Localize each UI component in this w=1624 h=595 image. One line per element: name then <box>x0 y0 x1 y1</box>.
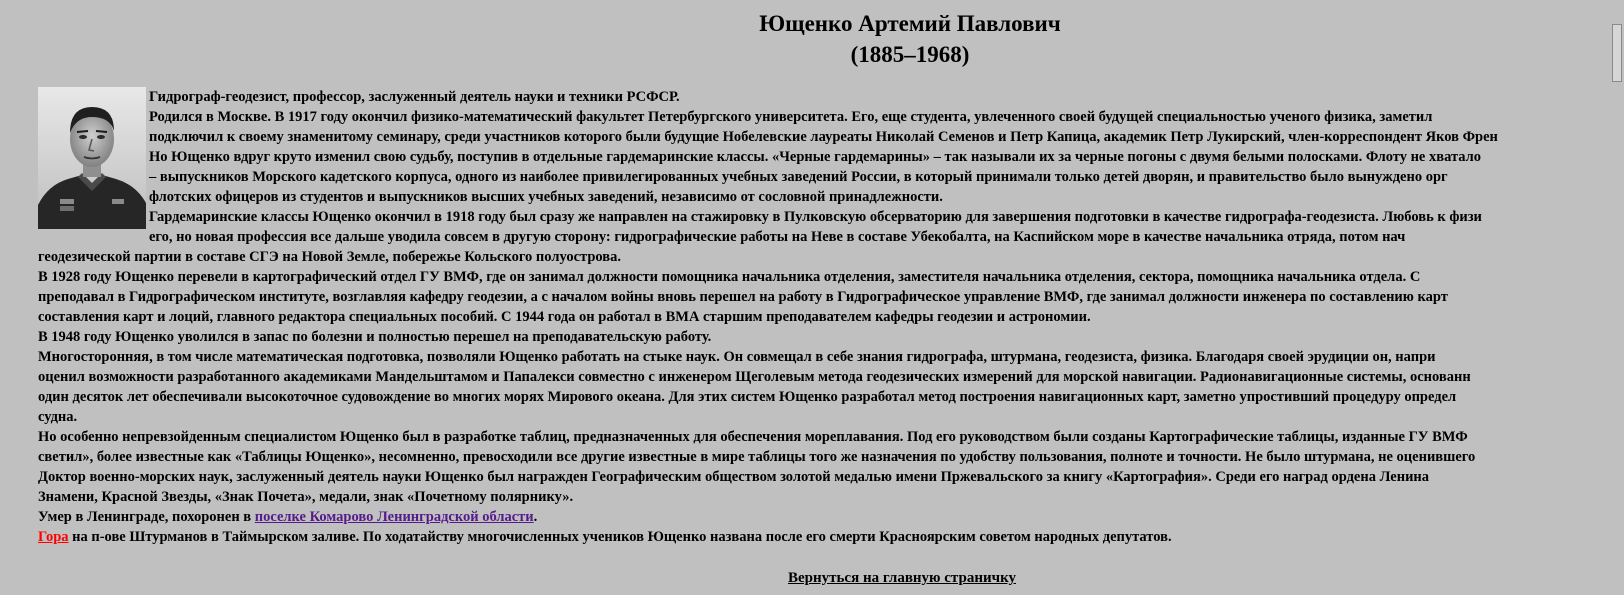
text-line-3: подключил к своему знаменитому семинару, среди участников которого были будущие Нобелевские лауреаты Николай Семенов и Петр Капица, академик Петр Лукирский, член-корреспондент Яков Френ <box>149 129 1498 145</box>
text-line-17: судна. <box>38 409 78 425</box>
burial-line <box>38 507 1624 527</box>
text-line-20: Доктор военно-морских наук, заслуженный деятель науки Ющенко был награжден Географическим обществом золотой медалью имени Пржевальского за книгу «Картография». Среди его наград ордена Ленина <box>38 469 1430 485</box>
text-line-19: светил», более известные как «Таблицы Ющенко», несомненно, превосходили все другие известные в мире таблицы того же назначения по удобству пользования, полноте и точности. Не было штурмана, не оценившего <box>38 449 1476 465</box>
text-line-12: составления карт и лоций, главного редактора специальных пособий. С 1944 года он работал в ВМА старшим преподавателем кафедры геодезии и астрономии. <box>38 309 1091 325</box>
portrait-photo-icon <box>38 87 146 229</box>
person-name: Ющенко Артемий Павлович <box>759 11 1061 36</box>
text-line-15: оценил возможности разработанного академиками Мандельштамом и Папалекси совместно с инженером Щеголевым метода геодезических измерений для морской навигации. Радионавигационные системы, основанн <box>38 369 1471 385</box>
mountain-line <box>38 527 1624 547</box>
text-line-9: геодезической партии в составе СГЭ на Новой Земле, побережье Кольского полуострова. <box>38 249 622 265</box>
text-line-2: Родился в Москве. В 1917 году окончил физико-математический факультет Петербургского университета. Его, еще студента, увлеченного своей будущей специальностью ученого физика, заметил <box>149 109 1433 125</box>
text-line-11: преподавал в Гидрографическом институте, возглавляя кафедру геодезии, а с началом войны вновь перешел на работу в Гидрографическое управление ВМФ, где занимал должности инженера по составлению карт <box>38 289 1448 305</box>
life-years: (1885–1968) <box>850 42 970 67</box>
komarovo-link[interactable]: поселке Комарово Ленинградской области <box>254 509 534 525</box>
text-line-13: В 1948 году Ющенко уволился в запас по болезни и полностью перешел на преподавательскую работу. <box>38 329 712 345</box>
side-mark <box>1612 24 1622 82</box>
text-line-1: Гидрограф-геодезист, профессор, заслуженный деятель науки и техники РСФСР. <box>149 89 680 105</box>
text-line-16: один десяток лет обеспечивали высокоточное судовождение во многих морях Мирового океана. Для этих систем Ющенко разработал метод построения навигационных карт, заметно упростивший процедуру определ <box>38 389 1457 405</box>
text-line-18: Но особенно непревзойденным специалистом Ющенко был в разработке таблиц, предназначенных для обеспечения мореплавания. Под его руководством были созданы Картографические таблицы, изданные ГУ ВМФ <box>38 429 1468 445</box>
text-line-6: флотских офицеров из студентов и выпускников высших учебных заведений, независимо от сословной принадлежности. <box>149 189 943 205</box>
text-line-8: его, но новая профессия все дальше уводила совсем в другую сторону: гидрографические работы на Неве в составе Убекобалта, на Каспийском море в качестве начальника отряда, потом нач <box>149 229 1406 245</box>
mountain-text: на п-ове Штурманов в Таймырском заливе. По ходатайству многочисленных учеников Ющенко названа после его смерти Красноярским советом народных депутатов. <box>68 529 1172 545</box>
burial-prefix: Умер в Ленинграде, похоронен в <box>38 509 255 525</box>
text-line-21: Знамени, Красной Звезды, «Знак Почета», медали, знак «Почетному полярнику». <box>38 489 574 505</box>
text-line-14: Многосторонняя, в том числе математическая подготовка, позволяли Ющенко работать на стыке наук. Он совмещал в себе знания гидрографа, штурмана, геодезиста, физика. Благодаря своей эрудиции он, напри <box>38 349 1436 365</box>
text-line-4: Но Ющенко вдруг круто изменил свою судьбу, поступив в отдельные гардемаринские классы. «Черные гардемарины» – так называли их за черные погоны с двумя белыми полосками. Флоту не хватало <box>149 149 1482 165</box>
back-to-main-link[interactable]: Вернуться на главную страничку <box>787 570 1016 586</box>
portrait-photo <box>38 87 146 229</box>
text-line-10: В 1928 году Ющенко перевели в картографический отдел ГУ ВМФ, где он занимал должности помощника начальника отделения, заместителя начальника отделения, сектора, помощника начальника отдела. С <box>38 269 1421 285</box>
text-line-5: – выпускников Морского кадетского корпуса, одного из наиболее привилегированных учебных заведений России, в который принимали только детей дворян, и правительство было вынуждено орг <box>149 169 1448 185</box>
burial-suffix: . <box>533 509 538 525</box>
footer <box>0 568 1624 588</box>
text-line-7: Гардемаринские классы Ющенко окончил в 1918 году был сразу же направлен на стажировку в Пулковскую обсерваторию для завершения подготовки в качестве гидрографа-геодезиста. Любовь к физи <box>149 209 1482 225</box>
biography-text <box>38 87 1624 547</box>
page-header <box>0 8 1624 70</box>
mountain-link[interactable]: Гора <box>38 529 69 545</box>
